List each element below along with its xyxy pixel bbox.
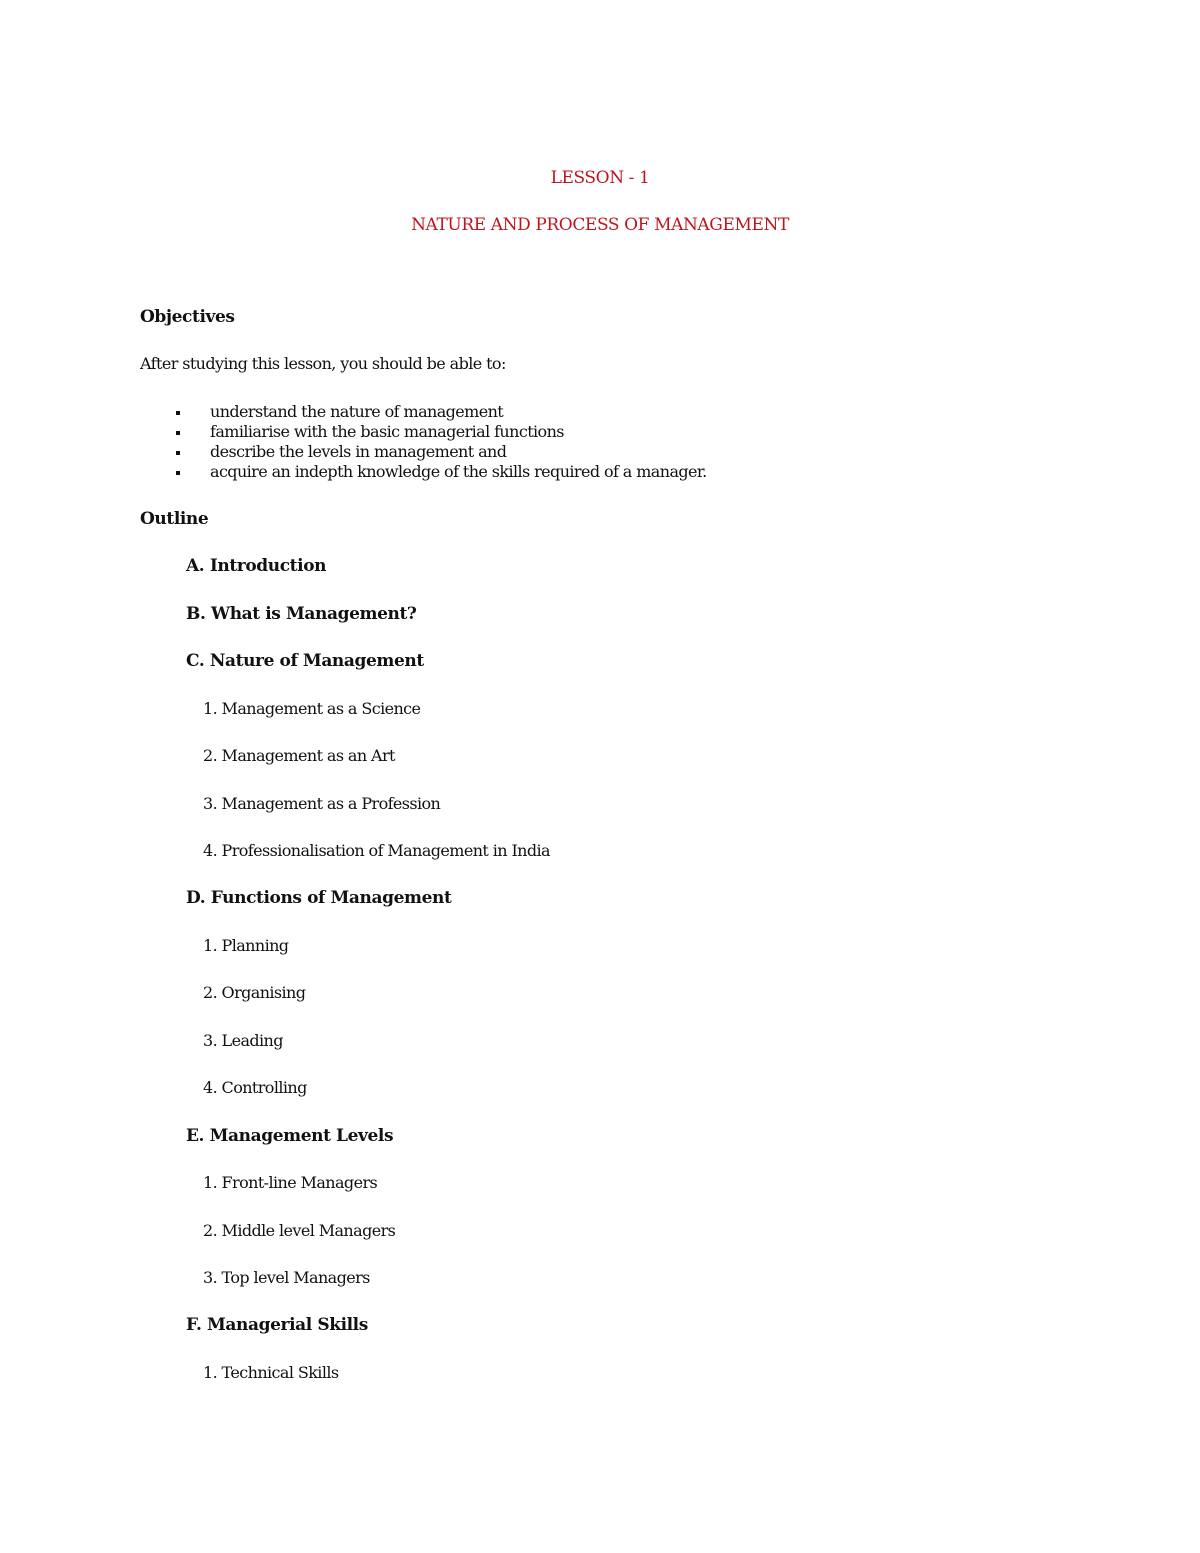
outline-subitem: 2. Middle level Managers — [203, 1221, 396, 1240]
objectives-heading: Objectives — [140, 307, 235, 327]
outline-subitem: 1. Planning — [203, 936, 289, 955]
outline-subitem: 4. Professionalisation of Management in India — [203, 841, 550, 860]
outline-section-e: E. Management Levels — [186, 1126, 394, 1146]
lesson-number: LESSON - 1 — [550, 168, 650, 188]
outline-section-d: D. Functions of Management — [186, 888, 452, 908]
outline-subitem: 4. Controlling — [203, 1078, 307, 1097]
outline-subitem: 1. Technical Skills — [203, 1363, 339, 1382]
outline-section-c: C. Nature of Management — [186, 651, 424, 671]
outline-section-a: A. Introduction — [186, 556, 327, 576]
objectives-list — [140, 402, 707, 482]
outline-subitem: 3. Top level Managers — [203, 1268, 370, 1287]
objective-item: familiarise with the basic managerial functions — [140, 422, 707, 442]
outline-subitem: 2. Management as an Art — [203, 746, 395, 765]
objectives-intro: After studying this lesson, you should be able to: — [140, 354, 506, 373]
objective-item: acquire an indepth knowledge of the skills required of a manager. — [140, 462, 707, 482]
outline-heading: Outline — [140, 509, 209, 529]
outline-section-f: F. Managerial Skills — [186, 1315, 368, 1335]
objective-item: understand the nature of management — [140, 402, 707, 422]
outline-subitem: 3. Management as a Profession — [203, 794, 441, 813]
outline-subitem: 2. Organising — [203, 983, 306, 1002]
outline-subitem: 3. Leading — [203, 1031, 283, 1050]
bullet-icon — [176, 471, 180, 475]
lesson-title: NATURE AND PROCESS OF MANAGEMENT — [411, 215, 789, 235]
outline-subitem: 1. Front-line Managers — [203, 1173, 378, 1192]
bullet-icon — [176, 451, 180, 455]
outline-section-b: B. What is Management? — [186, 604, 417, 624]
bullet-icon — [176, 411, 180, 415]
bullet-icon — [176, 431, 180, 435]
outline-subitem: 1. Management as a Science — [203, 699, 421, 718]
objective-item: describe the levels in management and — [140, 442, 707, 462]
